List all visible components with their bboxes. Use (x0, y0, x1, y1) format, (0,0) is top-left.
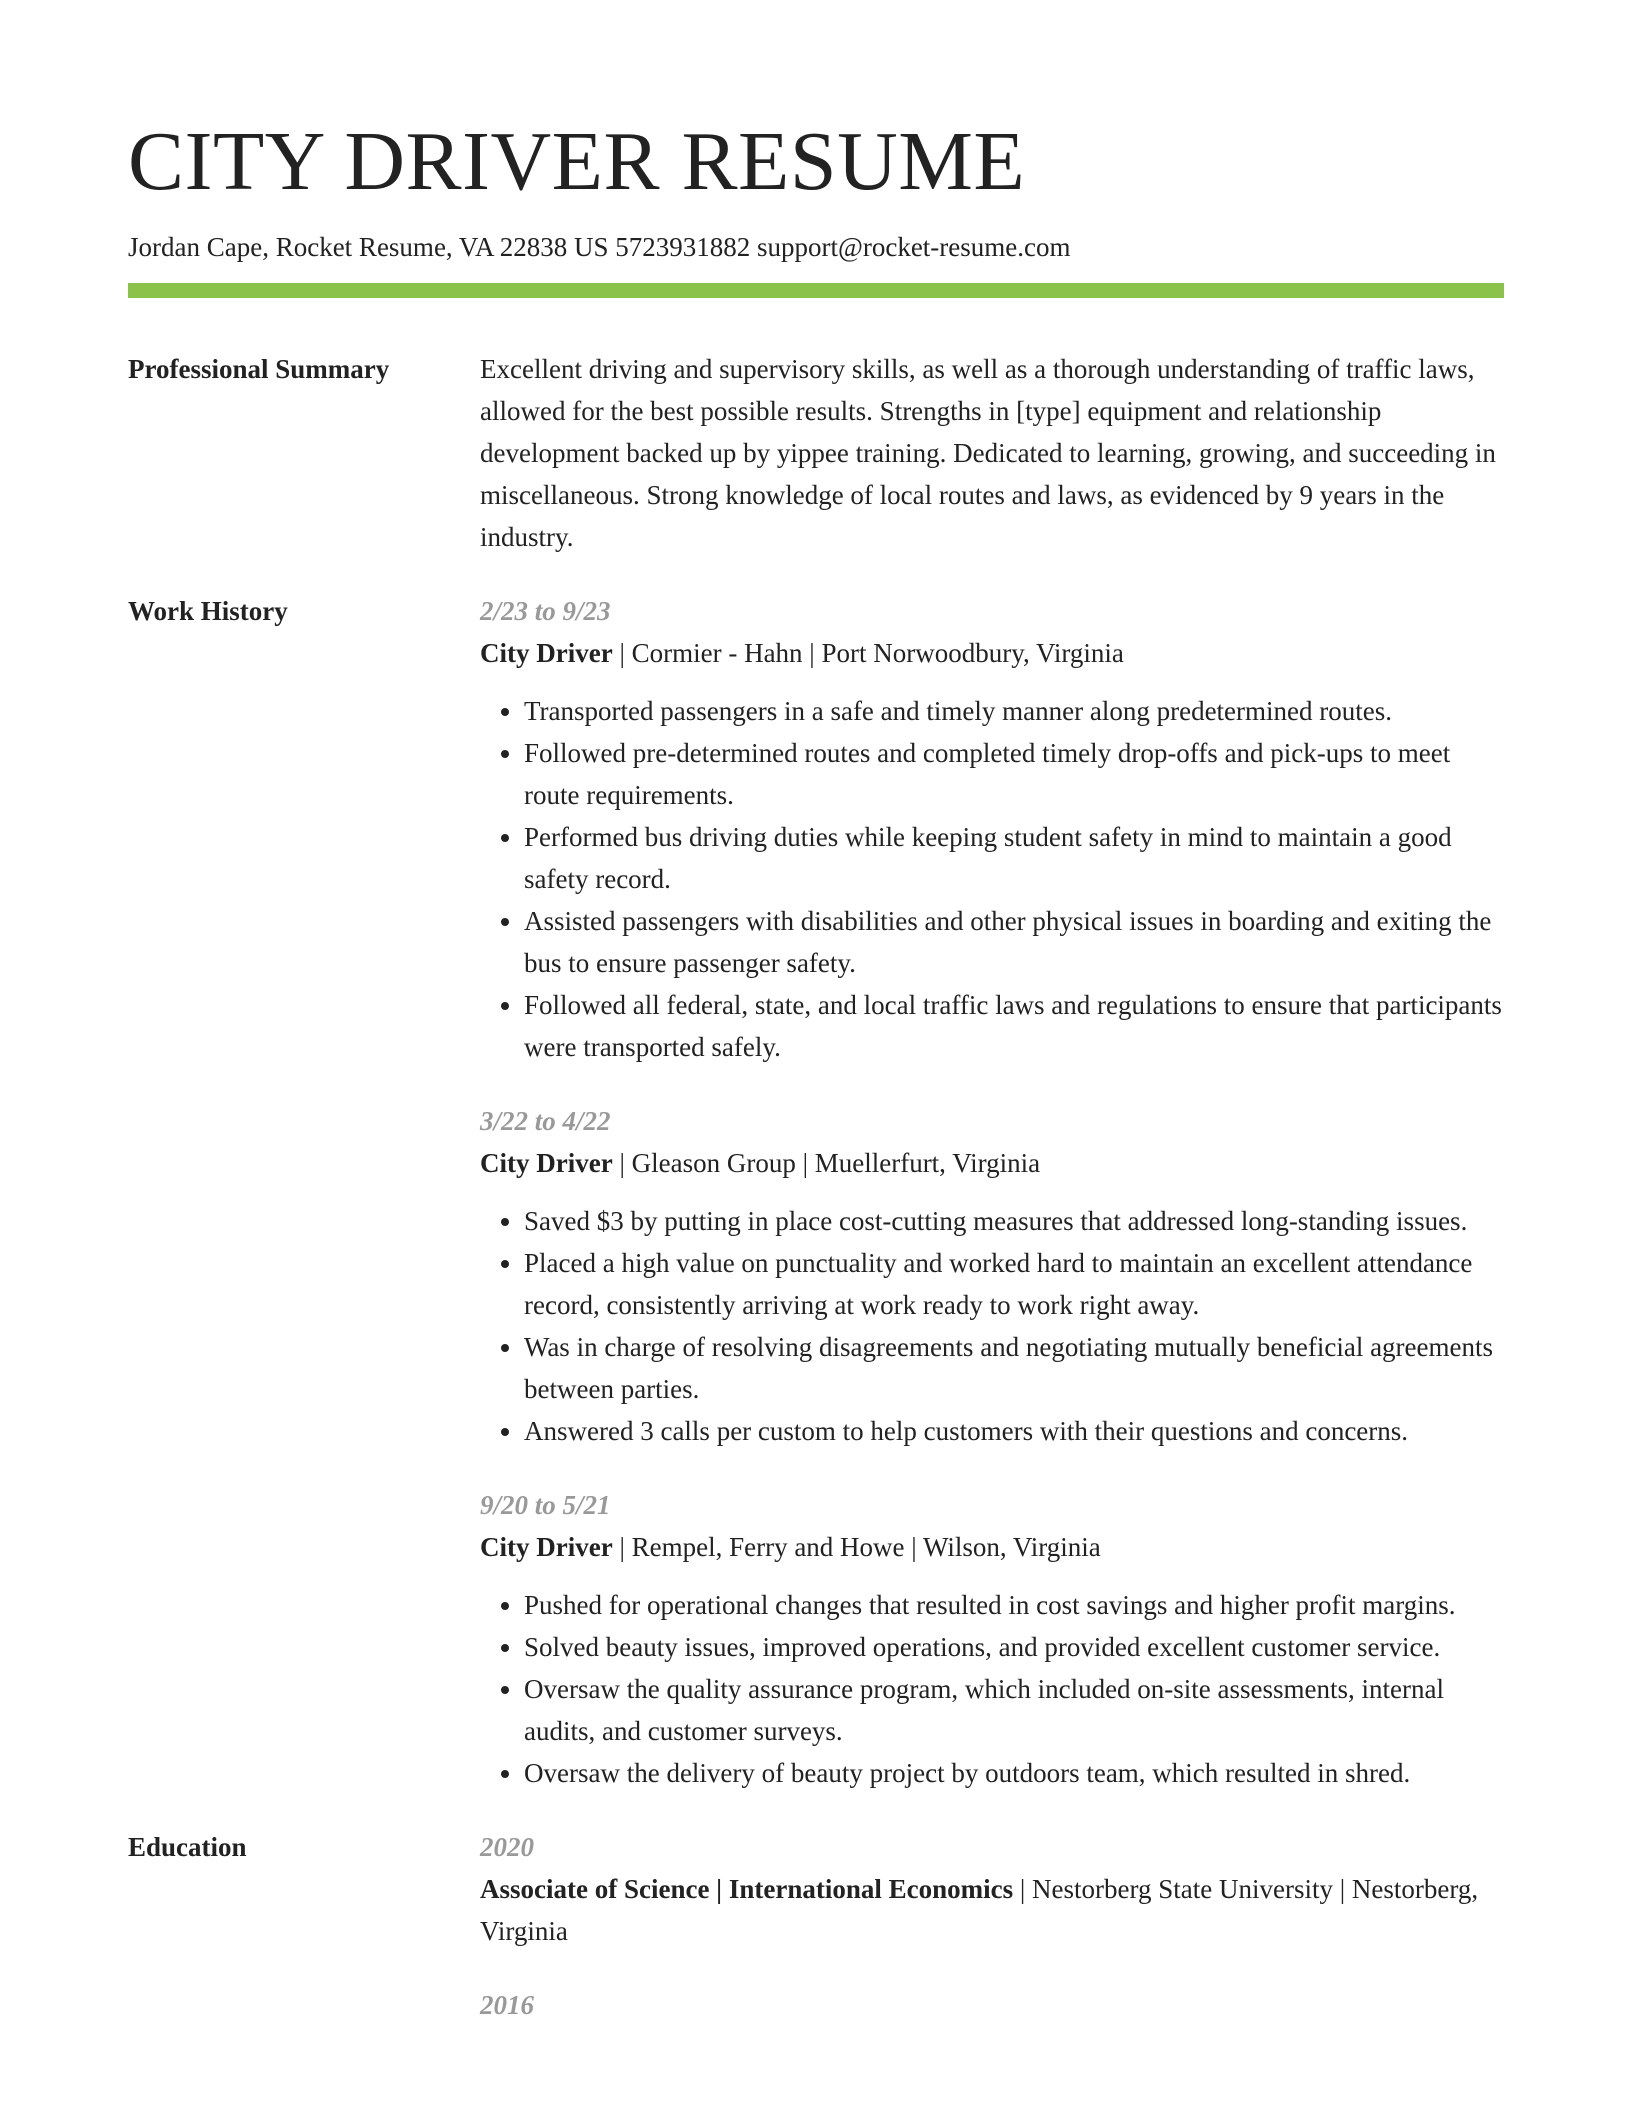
resume-page (128, 115, 1504, 2026)
header-accent-rule (128, 283, 1504, 298)
education-body (480, 1826, 1504, 2026)
job-dates: 3/22 to 4/22 (480, 1106, 611, 1137)
job-details: | Gleason Group | Muellerfurt, Virginia (612, 1148, 1041, 1179)
education-degree: Associate of Science | International Economics (480, 1874, 1014, 1905)
job-bullet: • Answered 3 calls per custom to help customers with their questions and concerns. (524, 1410, 1504, 1452)
job-bullet: • Oversaw the quality assurance program, which included on-site assessments, internal audits, and customer surveys. (524, 1668, 1504, 1752)
education-label: Education (128, 1832, 247, 1863)
job-bullet: • Followed pre-determined routes and completed timely drop-offs and pick-ups to meet route requirements. (524, 732, 1504, 816)
job-bullet: • Transported passengers in a safe and timely manner along predetermined routes. (524, 690, 1504, 732)
job-entry (480, 1484, 1504, 1794)
job-entry (480, 590, 1504, 1068)
summary-label: Professional Summary (128, 354, 390, 385)
job-heading (480, 1526, 1504, 1568)
summary-text: Excellent driving and supervisory skills, as well as a thorough understanding of traffic laws, allowed for the best possible results. Strengths in [type] equipment and relationship development backed up by yippee training. Dedicated to learning, growing, and succeeding in miscellaneous. Strong knowledge of local routes and laws, as evidenced by 9 years in the industry. (480, 354, 1496, 553)
job-bullet: • Assisted passengers with disabilities and other physical issues in boarding and exiting the bus to ensure passenger safety. (524, 900, 1504, 984)
education-section (128, 1826, 1504, 2026)
job-bullet: • Pushed for operational changes that resulted in cost savings and higher profit margins. (524, 1584, 1504, 1626)
work-history-body (480, 590, 1504, 1794)
job-bullet: • Was in charge of resolving disagreements and negotiating mutually beneficial agreements between parties. (524, 1326, 1504, 1410)
work-history-section (128, 590, 1504, 1794)
job-title: City Driver (480, 1532, 613, 1563)
contact-line: Jordan Cape, Rocket Resume, VA 22838 US 5723931882 support@rocket-resume.com (128, 232, 1071, 262)
job-entry (480, 1100, 1504, 1452)
job-bullet: • Performed bus driving duties while keeping student safety in mind to maintain a good safety record. (524, 816, 1504, 900)
job-bullets (480, 690, 1504, 1068)
education-year: 2016 (480, 1990, 534, 2021)
job-bullet: • Solved beauty issues, improved operations, and provided excellent customer service. (524, 1626, 1504, 1668)
job-heading (480, 1142, 1504, 1184)
job-title: City Driver (480, 1148, 613, 1179)
job-details: | Rempel, Ferry and Howe | Wilson, Virginia (612, 1532, 1101, 1563)
education-entry (480, 1984, 1504, 2026)
education-year: 2020 (480, 1832, 534, 1863)
summary-section (128, 348, 1504, 558)
work-history-label: Work History (128, 596, 288, 627)
job-heading (480, 632, 1504, 674)
education-entry (480, 1826, 1504, 1952)
job-dates: 2/23 to 9/23 (480, 596, 611, 627)
job-bullets (480, 1200, 1504, 1452)
job-title: City Driver (480, 638, 613, 669)
job-bullet: • Followed all federal, state, and local traffic laws and regulations to ensure that participants were transported safely. (524, 984, 1504, 1068)
job-details: | Cormier - Hahn | Port Norwoodbury, Virginia (612, 638, 1124, 669)
job-bullet: • Saved $3 by putting in place cost-cutting measures that addressed long-standing issues. (524, 1200, 1504, 1242)
education-heading (480, 1868, 1504, 1952)
education-details: | Nestorberg State University | Nestorberg, Virginia (480, 1874, 1479, 1947)
job-bullet: • Oversaw the delivery of beauty project by outdoors team, which resulted in shred. (524, 1752, 1504, 1794)
job-bullets (480, 1584, 1504, 1794)
job-dates: 9/20 to 5/21 (480, 1490, 611, 1521)
job-bullet: • Placed a high value on punctuality and worked hard to maintain an excellent attendance record, consistently arriving at work ready to work right away. (524, 1242, 1504, 1326)
resume-title: CITY DRIVER RESUME (128, 115, 1026, 208)
